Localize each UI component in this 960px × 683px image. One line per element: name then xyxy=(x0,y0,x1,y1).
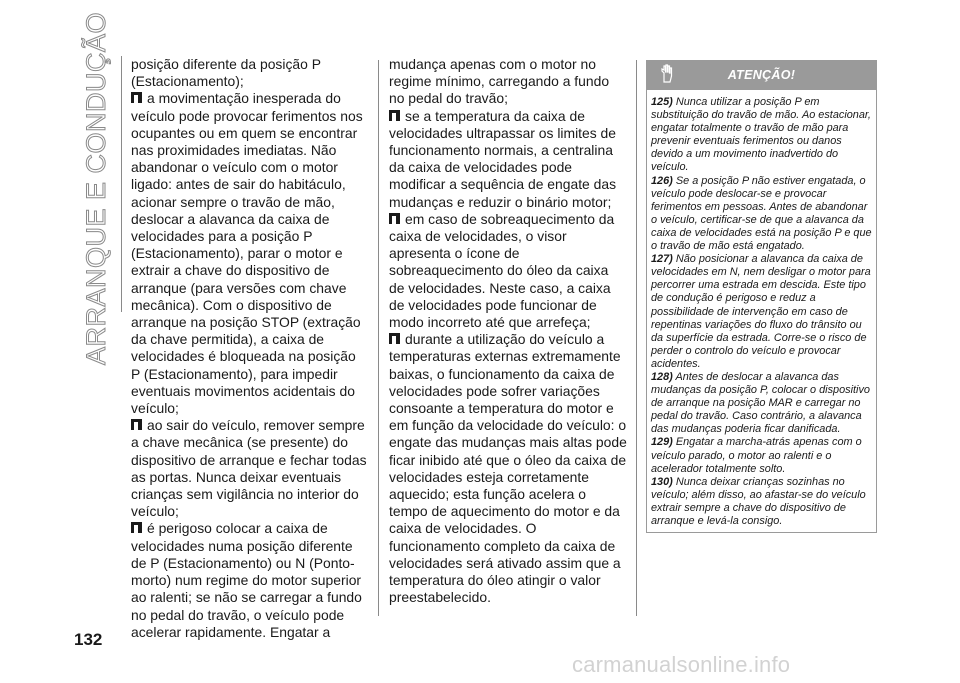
warning-item-number: 128) xyxy=(651,370,673,383)
warning-hand-icon xyxy=(658,64,676,84)
column2-paragraph xyxy=(389,211,627,331)
page-number: 132 xyxy=(74,630,103,649)
column2-text: em caso de sobreaquecimento da caixa de velocidades, o visor apresenta o ícone de sobreaquecimento do óleo da caixa de velocidades. Neste caso, a caixa de velocidades pode funcionar de modo incorreto até que arrefeça; xyxy=(389,210,615,331)
column2-paragraph xyxy=(389,56,627,108)
warning-item xyxy=(651,253,872,371)
section-title xyxy=(74,11,120,365)
column1-text: ao sair do veículo, remover sempre a chave mecânica (se presente) do dispositivo de arranque e fechar todas as portas. Nunca deixar eventuais crianças sem vigilância no interior do veículo; xyxy=(131,417,367,520)
warning-item-text: Nunca utilizar a posição P em substituição do travão de mão. Ao estacionar, engatar totalmente o travão de mão para prevenir eventuais ferimentos ou danos devido a um movimento inadvertido do veículo. xyxy=(651,96,871,174)
column2-text: se a temperatura da caixa de velocidades ultrapassar os limites de funcionamento normais, a centralina da caixa de velocidades pode modificar a sequência de engate das mudanças e reduzir o binário motor; xyxy=(389,107,617,210)
warning-header xyxy=(646,60,877,90)
warning-item xyxy=(651,175,872,254)
warning-body xyxy=(646,90,877,533)
warning-item-number: 130) xyxy=(651,475,673,488)
column1-paragraph xyxy=(131,56,367,90)
warning-item xyxy=(651,371,872,436)
left-divider xyxy=(121,56,122,312)
column1-text: posição diferente da posição P (Estacionamento); xyxy=(131,56,321,90)
bullet-square-icon xyxy=(389,110,400,121)
warning-title: ATENÇÃO! xyxy=(727,68,796,82)
warning-item-text: Antes de deslocar a alavanca das mudanças da posição P, colocar o dispositivo de arranque na posição MAR e carregar no pedal do travão. Caso contrário, a alavanca das mudanças poderia ficar danificada. xyxy=(651,370,870,436)
warning-item-text: Engatar a marcha-atrás apenas com o veículo parado, o motor ao ralenti e o acelerador totalmente solto. xyxy=(651,436,862,475)
warning-item xyxy=(651,476,872,528)
text-column-2 xyxy=(389,56,627,607)
column2-paragraph xyxy=(389,331,627,606)
warning-item-number: 125) xyxy=(651,96,673,108)
section-title-text: ARRANQUE E CONDUÇÃO xyxy=(81,11,112,365)
warning-box xyxy=(646,60,877,587)
warning-item-text: Nunca deixar crianças sozinhas no veículo; além disso, ao afastar-se do veículo extrair sempre a chave do dispositivo de arranque e levá-la consigo. xyxy=(651,475,866,527)
bullet-square-icon xyxy=(389,333,400,344)
column1-paragraph xyxy=(131,520,367,640)
warning-item-number: 126) xyxy=(651,174,673,187)
column2-text: durante a utilização do veículo a temperaturas externas extremamente baixas, o funcionamento da caixa de velocidades pode sofrer variações consoante a temperatura do motor e em função da velocidade do veículo: o engate das mudanças mais altas pode ficar inibido até que o óleo da caixa de velocidades esteja corretamente aquecido; esta função acelera o tempo de aquecimento do motor e da caixa de velocidades. O funcionamento completo da caixa de velocidades será ativado assim que a temperatura do óleo atingir o valor preestabelecido. xyxy=(389,331,627,606)
right-divider xyxy=(636,60,637,616)
warning-item-number: 127) xyxy=(651,253,673,266)
column1-paragraph xyxy=(131,90,367,417)
warning-item xyxy=(651,96,872,175)
warning-item xyxy=(651,436,872,475)
warning-item-text: Se a posição P não estiver engatada, o veículo pode deslocar-se e provocar ferimentos em pessoas. Antes de abandonar o veículo, certificar-se de que a alavanca da caixa de velocidades está na posição P e que o travão de mão está engatado. xyxy=(651,174,872,253)
warning-item-text: Não posicionar a alavanca da caixa de velocidades em N, nem desligar o motor para percorrer uma estrada em descida. Este tipo de condução é perigoso e reduz a possibilidade de intervenção em caso de repentinas variações do fluxo do trânsito ou da superfície da estrada. Corre-se o risco de perder o controlo do veículo e provocar acidentes. xyxy=(651,253,871,370)
column1-paragraph xyxy=(131,417,367,520)
bullet-square-icon xyxy=(389,213,400,224)
column1-text: a movimentação inesperada do veículo pode provocar ferimentos nos ocupantes ou em quem se encontrar nas proximidades imediatas. Não abandonar o veículo com o motor ligado: antes de sair do habitáculo, acionar sempre o travão de mão, deslocar a alavanca da caixa de velocidades para a posição P (Estacionamento), parar o motor e extrair a chave do dispositivo de arranque (para versões com chave mecânica). Com o dispositivo de arranque na posição STOP (extração da chave permitida), a caixa de velocidades é bloqueada na posição P (Estacionamento), para impedir eventuais movimentos acidentais do veículo; xyxy=(131,90,363,417)
bullet-square-icon xyxy=(131,522,142,533)
bullet-square-icon xyxy=(131,419,142,430)
bullet-square-icon xyxy=(131,92,142,103)
column2-paragraph xyxy=(389,108,627,211)
text-column-1 xyxy=(131,56,367,641)
column2-text: mudança apenas com o motor no regime mínimo, carregando a fundo no pedal do travão; xyxy=(389,56,610,107)
warning-item-number: 129) xyxy=(651,436,673,449)
watermark: carmanualsonline.info xyxy=(572,652,791,677)
column1-text: é perigoso colocar a caixa de velocidades numa posição diferente de P (Estacionamento) ou N (Ponto-morto) num regime do motor superior ao ralenti; se não se carregar a fundo no pedal do travão, o veículo pode acelerar rapidamente. Engatar a xyxy=(131,520,362,640)
column-divider xyxy=(378,60,379,616)
